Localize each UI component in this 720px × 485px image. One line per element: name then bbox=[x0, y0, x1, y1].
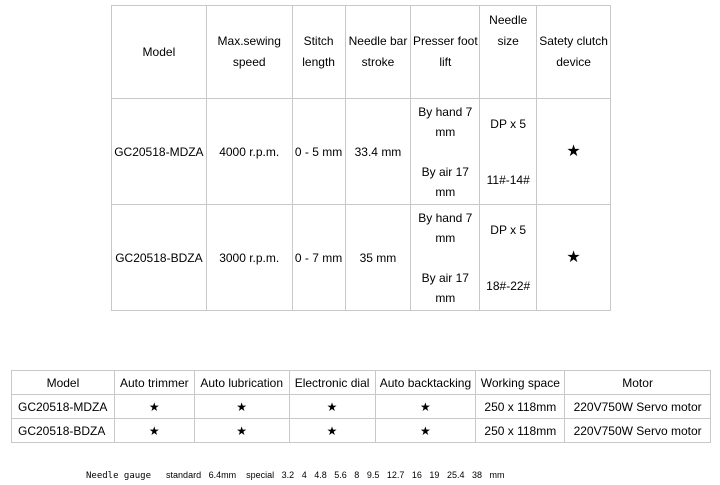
gauge-value: 16 bbox=[411, 470, 422, 480]
gauge-value: 8 bbox=[354, 470, 360, 480]
spec-table bbox=[111, 5, 611, 311]
safety-star-icon: ★ bbox=[537, 205, 611, 311]
model-cell: GC20518-BDZA bbox=[112, 205, 207, 311]
special-label: special bbox=[246, 470, 275, 480]
needle-cell bbox=[480, 99, 537, 205]
presser-cell bbox=[411, 205, 480, 311]
header-stitch: Stitch length bbox=[292, 6, 345, 99]
spec-header-row bbox=[112, 6, 611, 99]
backtacking-star-icon: ★ bbox=[375, 395, 476, 419]
presser-hand: By hand 7 mm bbox=[418, 104, 473, 139]
standard-value: 6.4mm bbox=[208, 470, 237, 480]
trimmer-star-icon: ★ bbox=[114, 419, 194, 443]
gauge-value: 25.4 bbox=[446, 470, 465, 480]
lubrication-star-icon: ★ bbox=[194, 419, 289, 443]
header-motor: Motor bbox=[565, 371, 711, 395]
speed-cell: 4000 r.p.m. bbox=[206, 99, 292, 205]
stitch-cell: 0 - 7 mm bbox=[292, 205, 345, 311]
header-lubrication: Auto lubrication bbox=[194, 371, 289, 395]
table-row bbox=[112, 99, 611, 205]
needle-gauge-line bbox=[86, 470, 505, 481]
dial-star-icon: ★ bbox=[289, 395, 375, 419]
header-space: Working space bbox=[476, 371, 565, 395]
gauge-value: 12.7 bbox=[386, 470, 405, 480]
presser-cell bbox=[411, 99, 480, 205]
gauge-unit: mm bbox=[489, 470, 505, 480]
header-dial: Electronic dial bbox=[289, 371, 375, 395]
header-stroke: Needle bar stroke bbox=[345, 6, 411, 99]
feature-table bbox=[11, 370, 711, 443]
motor-cell: 220V750W Servo motor bbox=[565, 419, 711, 443]
header-presser: Presser foot lift bbox=[411, 6, 480, 99]
table-row bbox=[12, 419, 711, 443]
stroke-cell: 35 mm bbox=[345, 205, 411, 311]
needle-type: DP x 5 bbox=[490, 116, 527, 131]
presser-hand: By hand 7 mm bbox=[418, 210, 473, 245]
model-cell: GC20518-MDZA bbox=[12, 395, 115, 419]
gauge-value: 4 bbox=[301, 470, 307, 480]
model-cell: GC20518-BDZA bbox=[12, 419, 115, 443]
gauge-value: 5.6 bbox=[334, 470, 347, 480]
needle-type: DP x 5 bbox=[490, 222, 527, 237]
needle-range: 11#-14# bbox=[486, 172, 530, 187]
presser-air: By air 17 mm bbox=[421, 270, 469, 305]
gauge-value: 3.2 bbox=[281, 470, 295, 480]
table-row bbox=[112, 205, 611, 311]
backtacking-star-icon: ★ bbox=[375, 419, 476, 443]
header-safety: Satety clutch device bbox=[537, 6, 611, 99]
feature-header-row bbox=[12, 371, 711, 395]
needle-gauge-label: Needle gauge bbox=[86, 471, 152, 481]
presser-air: By air 17 mm bbox=[421, 164, 469, 199]
gauge-value: 9.5 bbox=[366, 470, 380, 480]
space-cell: 250 x 118mm bbox=[476, 395, 565, 419]
table-row bbox=[12, 395, 711, 419]
standard-label: standard bbox=[166, 470, 202, 480]
header-model: Model bbox=[112, 6, 207, 99]
space-cell: 250 x 118mm bbox=[476, 419, 565, 443]
motor-cell: 220V750W Servo motor bbox=[565, 395, 711, 419]
header-backtacking: Auto backtacking bbox=[375, 371, 476, 395]
needle-cell bbox=[480, 205, 537, 311]
speed-cell: 3000 r.p.m. bbox=[206, 205, 292, 311]
gauge-value: 4.8 bbox=[314, 470, 327, 480]
dial-star-icon: ★ bbox=[289, 419, 375, 443]
safety-star-icon: ★ bbox=[537, 99, 611, 205]
stitch-cell: 0 - 5 mm bbox=[292, 99, 345, 205]
gauge-value: 38 bbox=[472, 470, 483, 480]
model-cell: GC20518-MDZA bbox=[112, 99, 207, 205]
stroke-cell: 33.4 mm bbox=[345, 99, 411, 205]
needle-range: 18#-22# bbox=[486, 278, 531, 293]
lubrication-star-icon: ★ bbox=[194, 395, 289, 419]
trimmer-star-icon: ★ bbox=[114, 395, 194, 419]
header-model: Model bbox=[12, 371, 115, 395]
header-speed: Max.sewing speed bbox=[206, 6, 292, 99]
header-needle: Needle size bbox=[480, 6, 537, 99]
header-trimmer: Auto trimmer bbox=[114, 371, 194, 395]
gauge-value: 19 bbox=[429, 470, 440, 480]
